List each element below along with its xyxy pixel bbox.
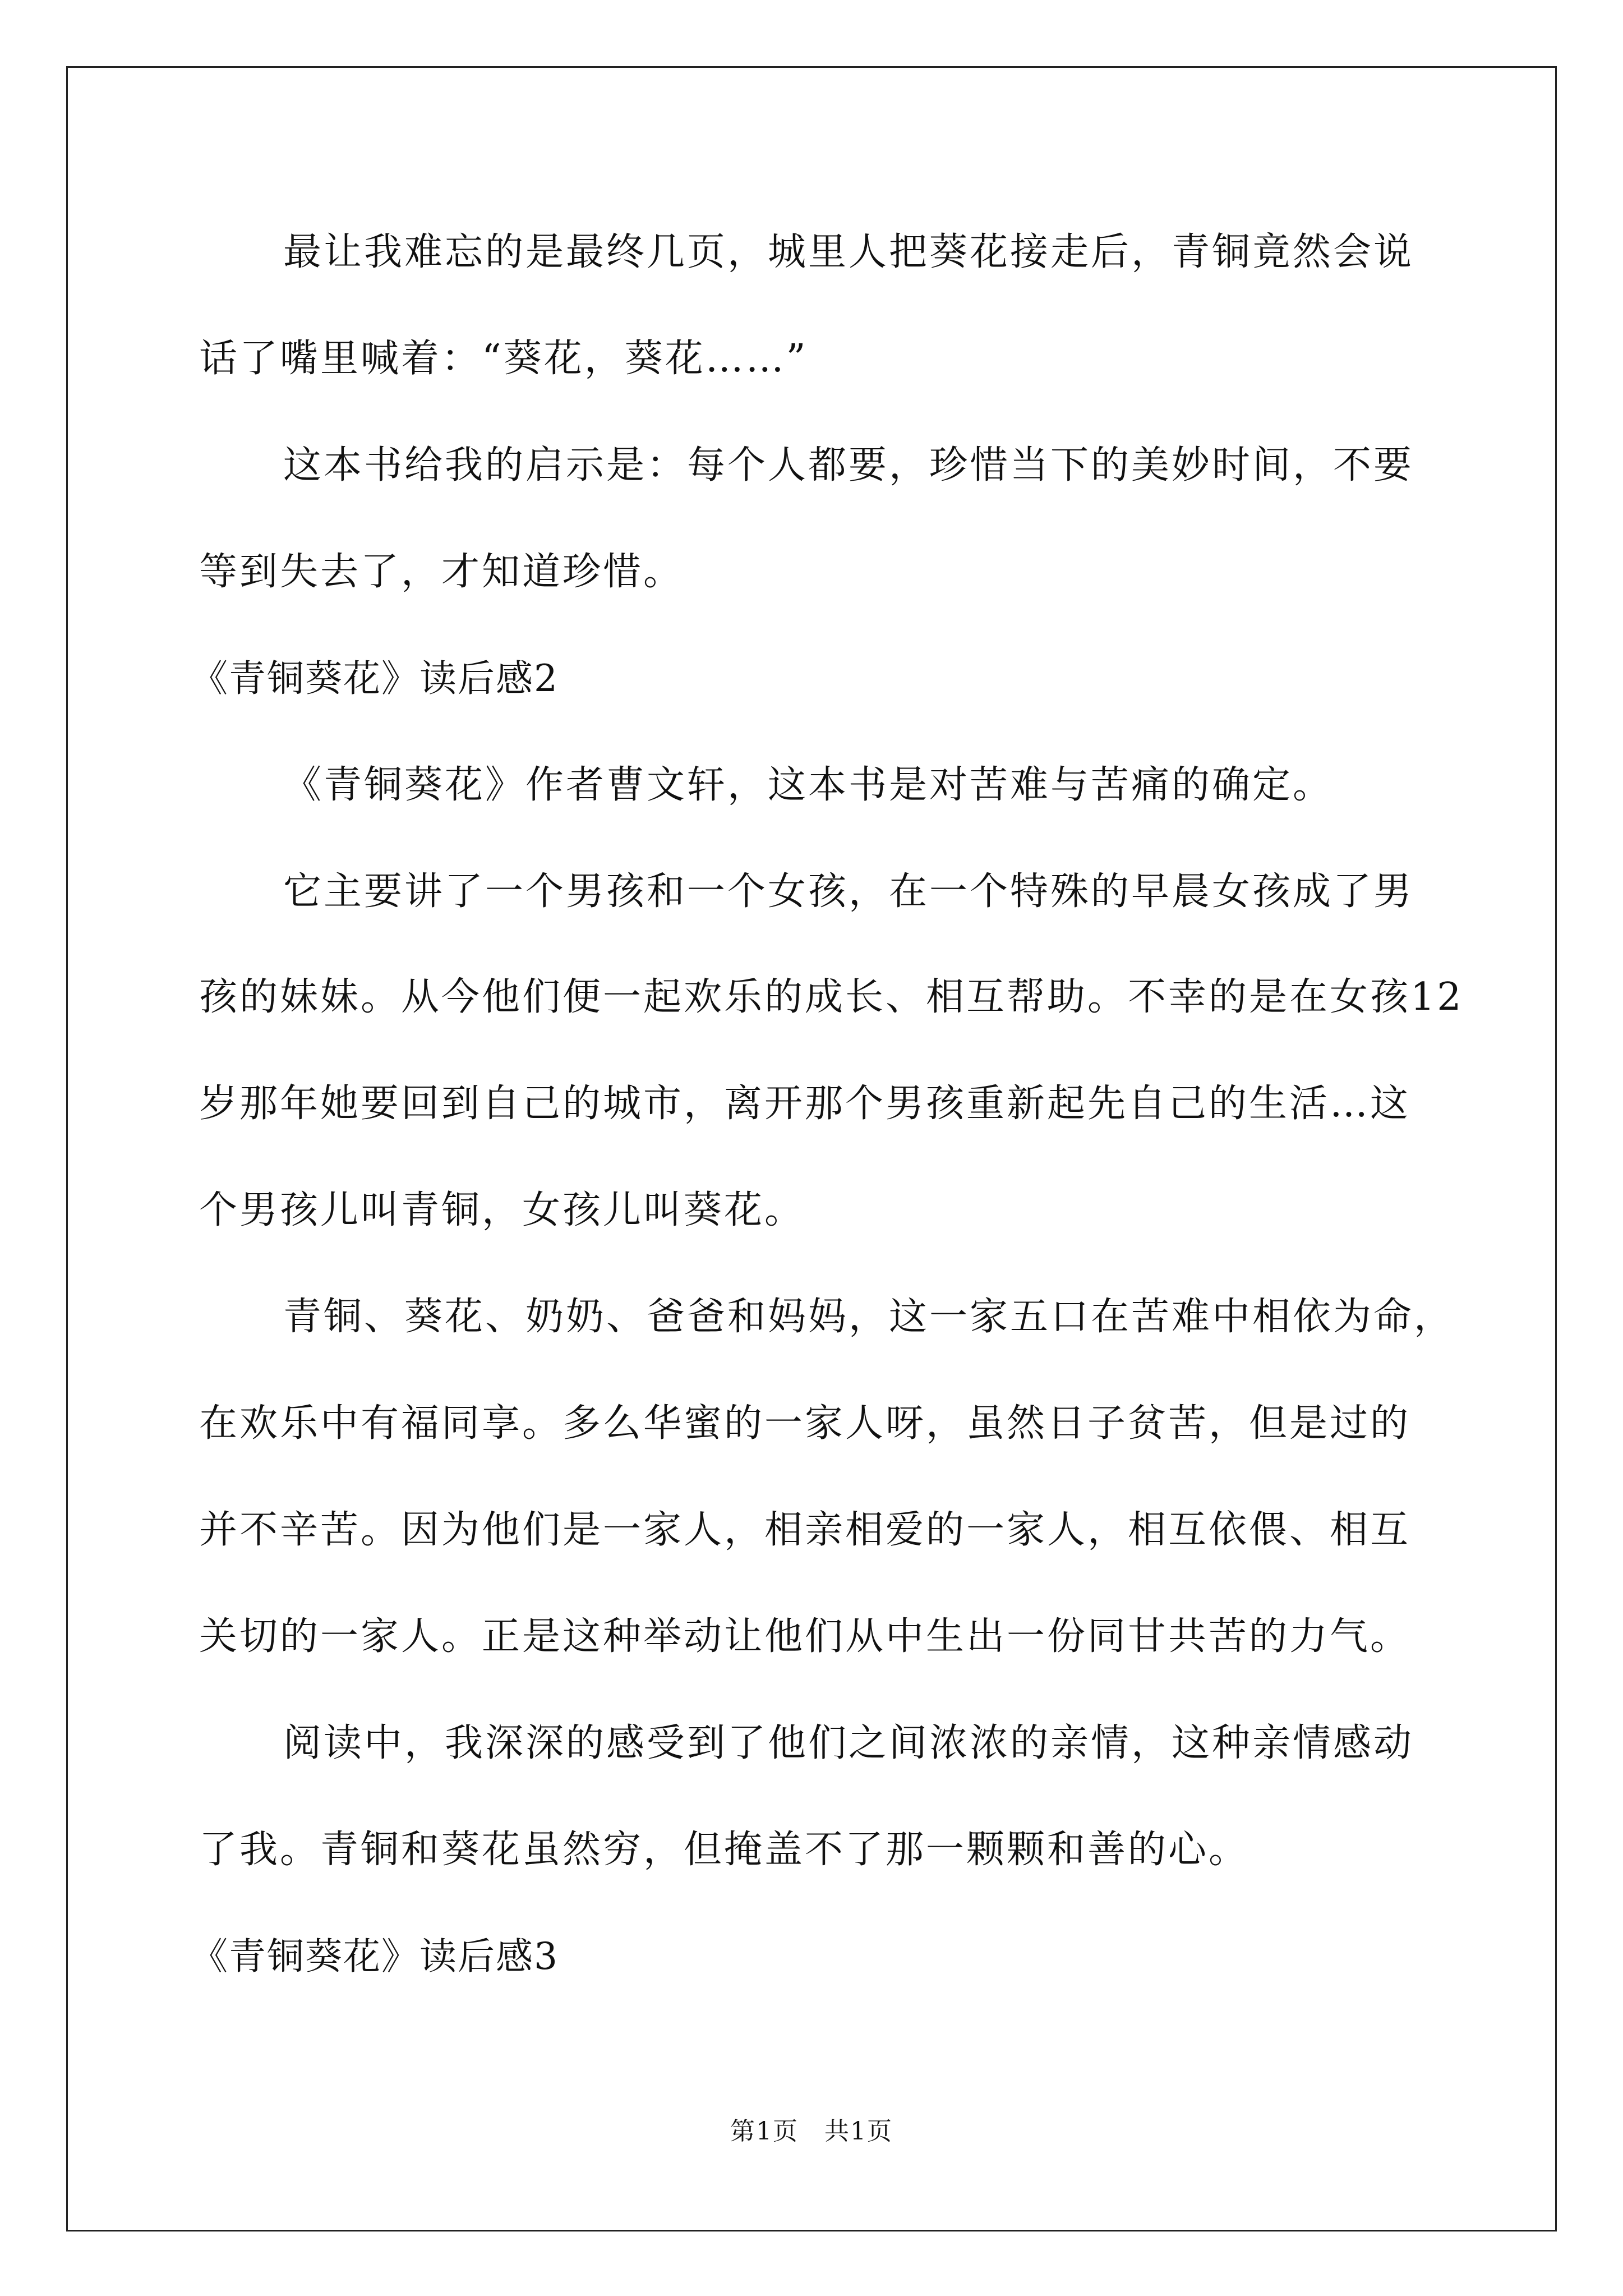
paragraph-line: 最让我难忘的是最终几页，城里人把葵花接走后，青铜竟然会说	[283, 230, 1414, 274]
section-heading: 《青铜葵花》读后感2	[191, 657, 559, 700]
paragraph-line: 它主要讲了一个男孩和一个女孩，在一个特殊的早晨女孩成了男	[283, 869, 1414, 914]
paragraph-line: 关切的一家人。正是这种举动让他们从中生出一份同甘共苦的力气。	[199, 1614, 1411, 1659]
paragraph-line: 了我。青铜和葵花虽然穷，但掩盖不了那一颗颗和善的心。	[199, 1828, 1249, 1872]
paragraph-line: 话了嘴里喊着：“葵花，葵花……”	[199, 337, 808, 381]
paragraph-line: 阅读中，我深深的感受到了他们之间浓浓的亲情，这种亲情感动	[283, 1721, 1414, 1765]
page-border	[66, 66, 1557, 2231]
paragraph-line: 等到失去了，才知道珍惜。	[199, 550, 684, 594]
paragraph-line: 青铜、葵花、奶奶、爸爸和妈妈，这一家五口在苦难中相依为命，	[283, 1295, 1455, 1339]
paragraph-line: 个男孩儿叫青铜，女孩儿叫葵花。	[199, 1188, 805, 1232]
section-heading: 《青铜葵花》读后感3	[191, 1935, 559, 1978]
paragraph-line: 这本书给我的启示是：每个人都要，珍惜当下的美妙时间，不要	[283, 443, 1414, 487]
paragraph-line: 《青铜葵花》作者曹文轩，这本书是对苦难与苦痛的确定。	[283, 763, 1334, 807]
paragraph-line: 岁那年她要回到自己的城市，离开那个男孩重新起先自己的生活…这	[199, 1082, 1411, 1126]
paragraph-line: 在欢乐中有福同享。多么华蜜的一家人呀，虽然日子贫苦，但是过的	[199, 1401, 1411, 1446]
page-footer: 第1页 共1页	[730, 2117, 893, 2146]
paragraph-line: 并不辛苦。因为他们是一家人，相亲相爱的一家人，相互依偎、相互	[199, 1508, 1411, 1552]
paragraph-line: 孩的妹妹。从今他们便一起欢乐的成长、相互帮助。不幸的是在女孩12	[199, 975, 1464, 1019]
